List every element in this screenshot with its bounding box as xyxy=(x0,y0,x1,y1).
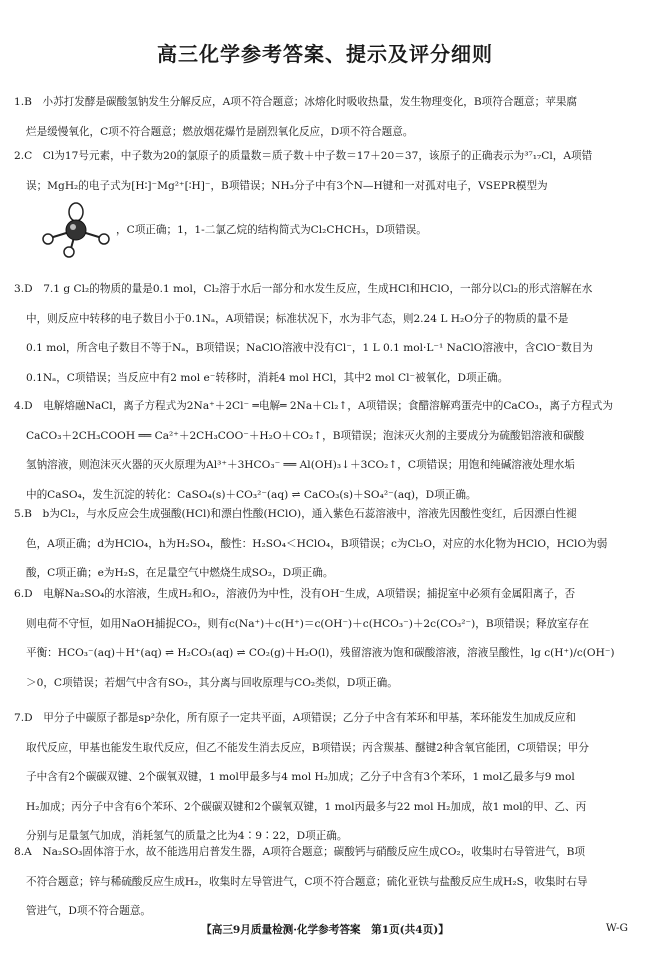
nh3-vsepr-model-image xyxy=(36,202,116,258)
answer-line: 氢钠溶液，则泡沫灭火器的灭火原理为Al³⁺＋3HCO₃⁻ ══ Al(OH)₃↓＋3CO₂↑，C项错误；用饱和纯碱溶液处理水垢 xyxy=(26,459,575,471)
answer-line: 1.B 小苏打发酵是碳酸氢钠发生分解反应，A项不符合题意；冰熔化时吸收热量，发生物理变化，B项符合题意；苹果腐 xyxy=(14,96,578,108)
answer-line: 误；MgH₂的电子式为[H∶]⁻Mg²⁺[∶H]⁻，B项错误；NH₃分子中有3个N—H键和一对孤对电子，VSEPR模型为 xyxy=(26,179,548,192)
answer-line: 酸，C项正确；e为H₂S，在足量空气中燃烧生成SO₂，D项正确。 xyxy=(26,567,334,579)
answer-line: 0.1 mol，所含电子数目不等于Nₐ，B项错误；NaClO溶液中没有Cl⁻，1 L 0.1 mol·L⁻¹ NaClO溶液中，含ClO⁻数目为 xyxy=(26,342,593,354)
answer-line: 中，则反应中转移的电子数目小于0.1Nₐ，A项错误；标准状况下，水为非气态，则2.24 L H₂O分子的物质的量不是 xyxy=(26,312,569,325)
answer-3 xyxy=(14,275,638,393)
answer-line: 4.D 电解熔融NaCl，离子方程式为2Na⁺＋2Cl⁻ ═电解═ 2Na＋Cl₂↑，A项错误；食醋溶解鸡蛋壳中的CaCO₃，离子方程式为 xyxy=(14,400,613,412)
answer-line: H₂加成；丙分子中含有6个苯环、2个碳碳双键和2个碳氧双键，1 mol丙最多与22 mol H₂加成，故1 mol的甲、乙、丙 xyxy=(26,800,587,813)
answer-2 xyxy=(14,142,638,259)
answer-line: ＞0，C项错误；若烟气中含有SO₂，其分离与回收原理与CO₂类似，D项正确。 xyxy=(26,676,398,689)
answer-line: CaCO₃＋2CH₃COOH ══ Ca²⁺＋2CH₃COO⁻＋H₂O＋CO₂↑，B项错误；泡沫灭火剂的主要成分为硫酸铝溶液和碳酸 xyxy=(26,429,585,442)
answer-line: 管进气，D项不符合题意。 xyxy=(26,905,152,917)
footer-code: W-G xyxy=(605,922,628,934)
answer-line: 则电荷不守恒，如用NaOH捕捉CO₂，则有c(Na⁺)＋c(H⁺)＝c(OH⁻)＋c(HCO₃⁻)＋2c(CO₃²⁻)，B项错误；释放室存在 xyxy=(26,617,589,630)
answer-line: 中的CaSO₄，发生沉淀的转化：CaSO₄(s)＋CO₃²⁻(aq) ⇌ CaCO₃(s)＋SO₄²⁻(aq)，D项正确。 xyxy=(26,488,477,501)
answer-line: 3.D 7.1 g Cl₂的物质的量是0.1 mol，Cl₂溶于水后一部分和水发生反应，生成HCl和HClO，一部分以Cl₂的形式溶解在水 xyxy=(14,283,593,295)
answer-8 xyxy=(14,838,638,927)
answer-line: 8.A Na₂SO₃固体溶于水，故不能选用启普发生器，A项符合题意；碳酸钙与硝酸反应生成CO₂，收集时右导管进气，B项 xyxy=(14,846,585,858)
answer-line: 不符合题意；锌与稀硫酸反应生成H₂，收集时左导管进气，C项不符合题意；硫化亚铁与盐酸反应生成H₂S，收集时右导 xyxy=(26,875,588,888)
answer-line: 0.1Nₐ，C项错误；当反应中有2 mol e⁻转移时，消耗4 mol HCl，其中2 mol Cl⁻被氧化，D项正确。 xyxy=(26,371,509,384)
footer-page-info: 【高三9月质量检测·化学参考答案 第1页(共4页)】 xyxy=(201,924,449,936)
answer-line: 烂是缓慢氧化，C项不符合题意；燃放烟花爆竹是剧烈氧化反应，D项不符合题意。 xyxy=(26,125,414,138)
answer-line: ，C项正确；1，1-二氯乙烷的结构简式为Cl₂CHCH₃，D项错误。 xyxy=(116,224,427,236)
answer-line: 5.B b为Cl₂，与水反应会生成强酸(HCl)和漂白性酸(HClO)，通入紫色石蕊溶液中，溶液先因酸性变红，后因漂白性褪 xyxy=(14,508,577,520)
answer-4 xyxy=(14,392,638,510)
answer-line: 取代反应，甲基也能发生取代反应，但乙不能发生消去反应，B项错误；丙含羰基、醚键2种含氧官能团，C项错误；甲分 xyxy=(26,741,589,754)
answer-5 xyxy=(14,500,638,589)
answer-6 xyxy=(14,580,638,698)
answer-line: 6.D 电解Na₂SO₄的水溶液，生成H₂和O₂，溶液仍为中性，没有OH⁻生成，A项错误；捕捉室中必须有金属阳离子，否 xyxy=(14,588,576,600)
answer-line: 7.D 甲分子中碳原子都是sp²杂化，所有原子一定共平面，A项错误；乙分子中含有苯环和甲基，苯环能发生加成反应和 xyxy=(14,712,576,724)
answer-line: 子中含有2个碳碳双键、2个碳氧双键，1 mol甲最多与4 mol H₂加成；乙分子中含有3个苯环，1 mol乙最多与9 mol xyxy=(26,771,575,783)
answer-line: 2.C Cl为17号元素，中子数为20的氯原子的质量数＝质子数＋中子数＝17＋20＝37，该原子的正确表示为³⁷₁₇Cl，A项错 xyxy=(14,150,593,162)
answer-line: 色，A项正确；d为HClO₄，h为H₂SO₄，酸性：H₂SO₄＜HClO₄，B项错误；c为Cl₂O，对应的水化物为HClO，HClO为弱 xyxy=(26,537,608,550)
page-title: 高三化学参考答案、提示及评分细则 xyxy=(157,42,493,66)
answer-line: 分别与足量氢气加成，消耗氢气的质量之比为4∶9∶22，D项正确。 xyxy=(26,830,348,842)
answer-1 xyxy=(14,88,638,147)
answer-line: 平衡：HCO₃⁻(aq)＋H⁺(aq) ⇌ H₂CO₃(aq) ⇌ CO₂(g)＋H₂O(l)，残留溶液为饱和碳酸溶液，溶液呈酸性，lg c(H⁺)/c(OH⁻) xyxy=(26,647,615,659)
answer-7 xyxy=(14,704,638,852)
